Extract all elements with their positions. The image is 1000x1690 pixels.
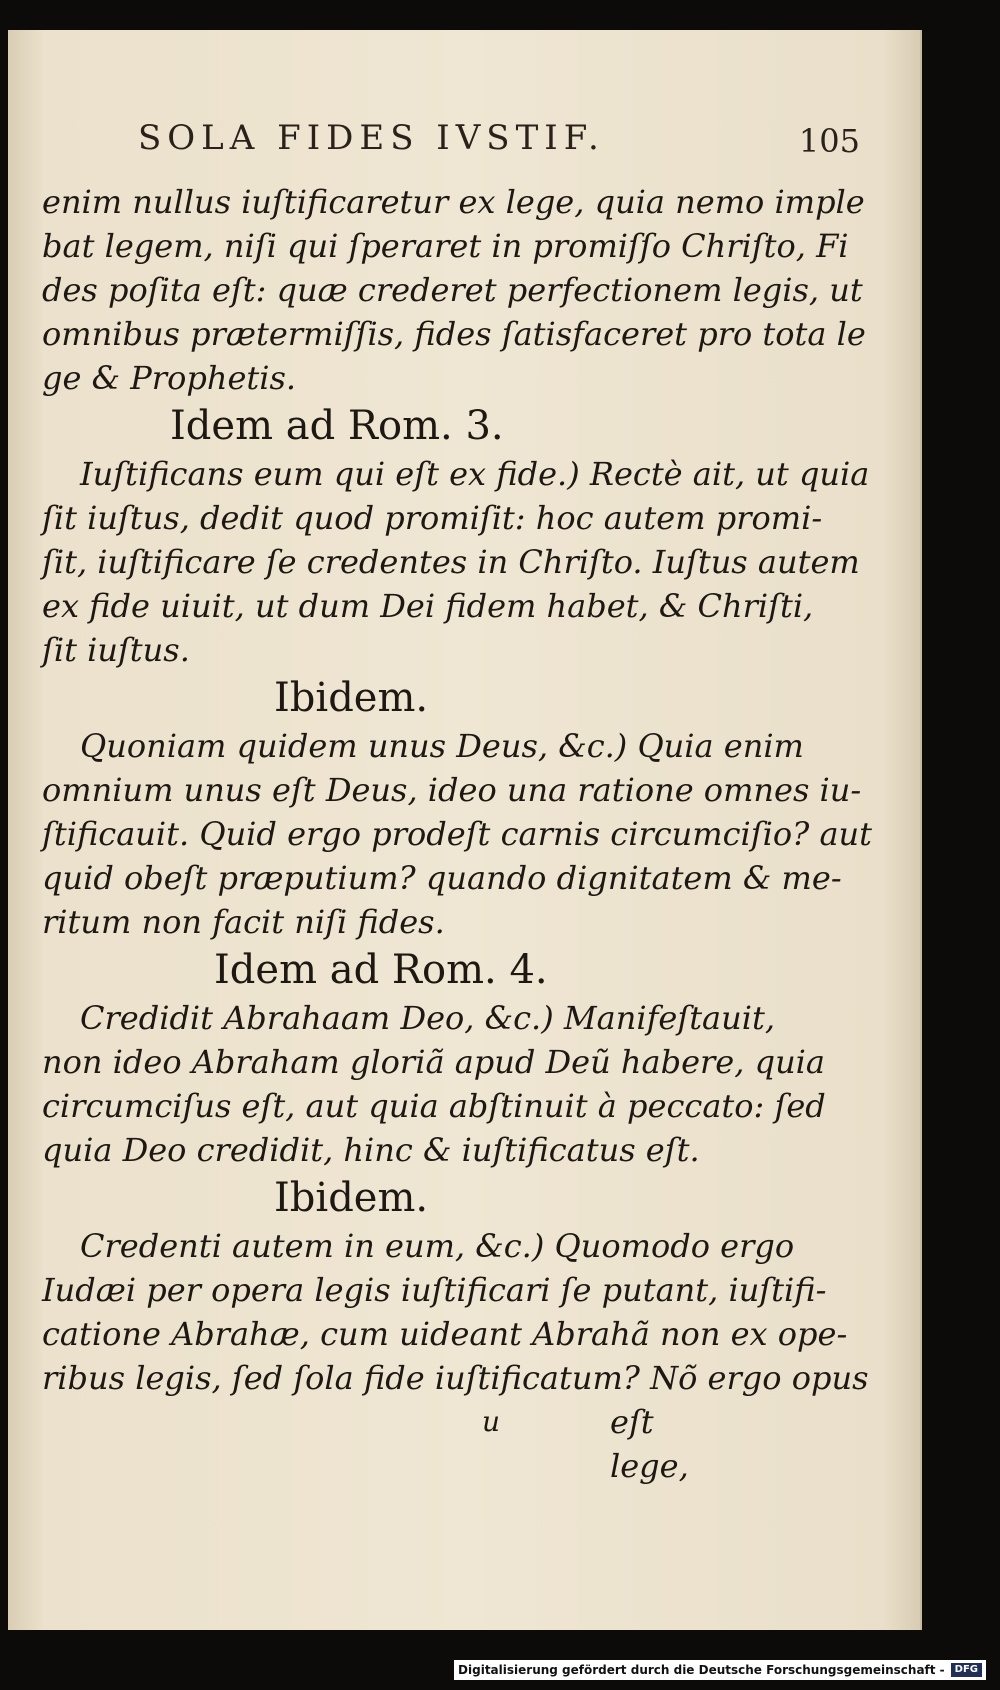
text-line: non ideo Abraham gloriã apud Deũ habere, quia <box>42 1043 825 1081</box>
text-line: Credidit Abrahaam Deo, &c.) Manifeſtauit, <box>80 999 775 1037</box>
body-text <box>42 180 872 1485</box>
text-line: Iudæi per opera legis iuſtificari ſe putant, iuſtifi- <box>42 1271 827 1309</box>
digitization-credit <box>454 1660 986 1680</box>
text-line: bat legem, niſi qui ſperaret in promiſſo Chriſto, Fi <box>42 227 849 265</box>
text-line: ribus legis, ſed ſola fide iuſtificatum? Nõ ergo opus <box>42 1359 869 1397</box>
text-line: omnibus prætermiſſis, fides ſatisfaceret pro tota le <box>42 315 866 353</box>
text-line: catione Abrahæ, cum uideant Abrahã non ex ope- <box>42 1315 848 1353</box>
text-line: quid obeſt præputium? quando dignitatem & me- <box>42 859 842 897</box>
page-number: 105 <box>798 122 860 160</box>
catchword-row <box>42 1400 722 1485</box>
signature-mark: u <box>482 1405 501 1438</box>
text-line: des poſita eſt: quæ crederet perfectionem legis, ut <box>42 271 863 309</box>
text-line: quia Deo credidit, hinc & iuſtificatus eſt. <box>42 1131 700 1169</box>
text-line: ex fide uiuit, ut dum Dei fidem habet, & Chriſti, <box>42 587 814 625</box>
text-line: Credenti autem in eum, &c.) Quomodo ergo <box>80 1227 795 1265</box>
text-line: ge & Prophetis. <box>42 359 297 397</box>
text-line: circumciſus eſt, aut quia abſtinuit à peccato: ſed <box>42 1087 826 1125</box>
text-line: omnium unus eſt Deus, ideo una ratione omnes iu- <box>42 771 862 809</box>
text-line: ritum non facit niſi fides. <box>42 903 445 941</box>
section-heading: Idem ad Rom. 4. <box>214 947 548 993</box>
text-line: ſit, iuſtificare ſe credentes in Chriſto. Iuſtus autem <box>42 543 860 581</box>
running-head <box>138 118 860 168</box>
dfg-logo: DFG <box>951 1663 982 1677</box>
catchword: eſt lege, <box>610 1403 689 1485</box>
credit-text: Digitalisierung gefördert durch die Deutsche Forschungsgemeinschaft - <box>458 1663 945 1677</box>
text-line: Quoniam quidem unus Deus, &c.) Quia enim <box>80 727 804 765</box>
book-page <box>8 30 922 1630</box>
text-line: enim nullus iuſtificaretur ex lege, quia nemo imple <box>42 183 865 221</box>
section-heading: Ibidem. <box>274 675 429 721</box>
running-head-title: SOLA FIDES IVSTIF. <box>138 118 605 158</box>
text-line: Iuſtificans eum qui eſt ex fide.) Rectè ait, ut quia <box>80 455 870 493</box>
text-line: ſit iuſtus, dedit quod promiſit: hoc autem promi- <box>42 499 823 537</box>
section-heading: Ibidem. <box>274 1175 429 1221</box>
text-line: ſtificauit. Quid ergo prodeſt carnis circumciſio? aut <box>42 815 872 853</box>
text-line: ſit iuſtus. <box>42 631 190 669</box>
section-heading: Idem ad Rom. 3. <box>170 403 504 449</box>
